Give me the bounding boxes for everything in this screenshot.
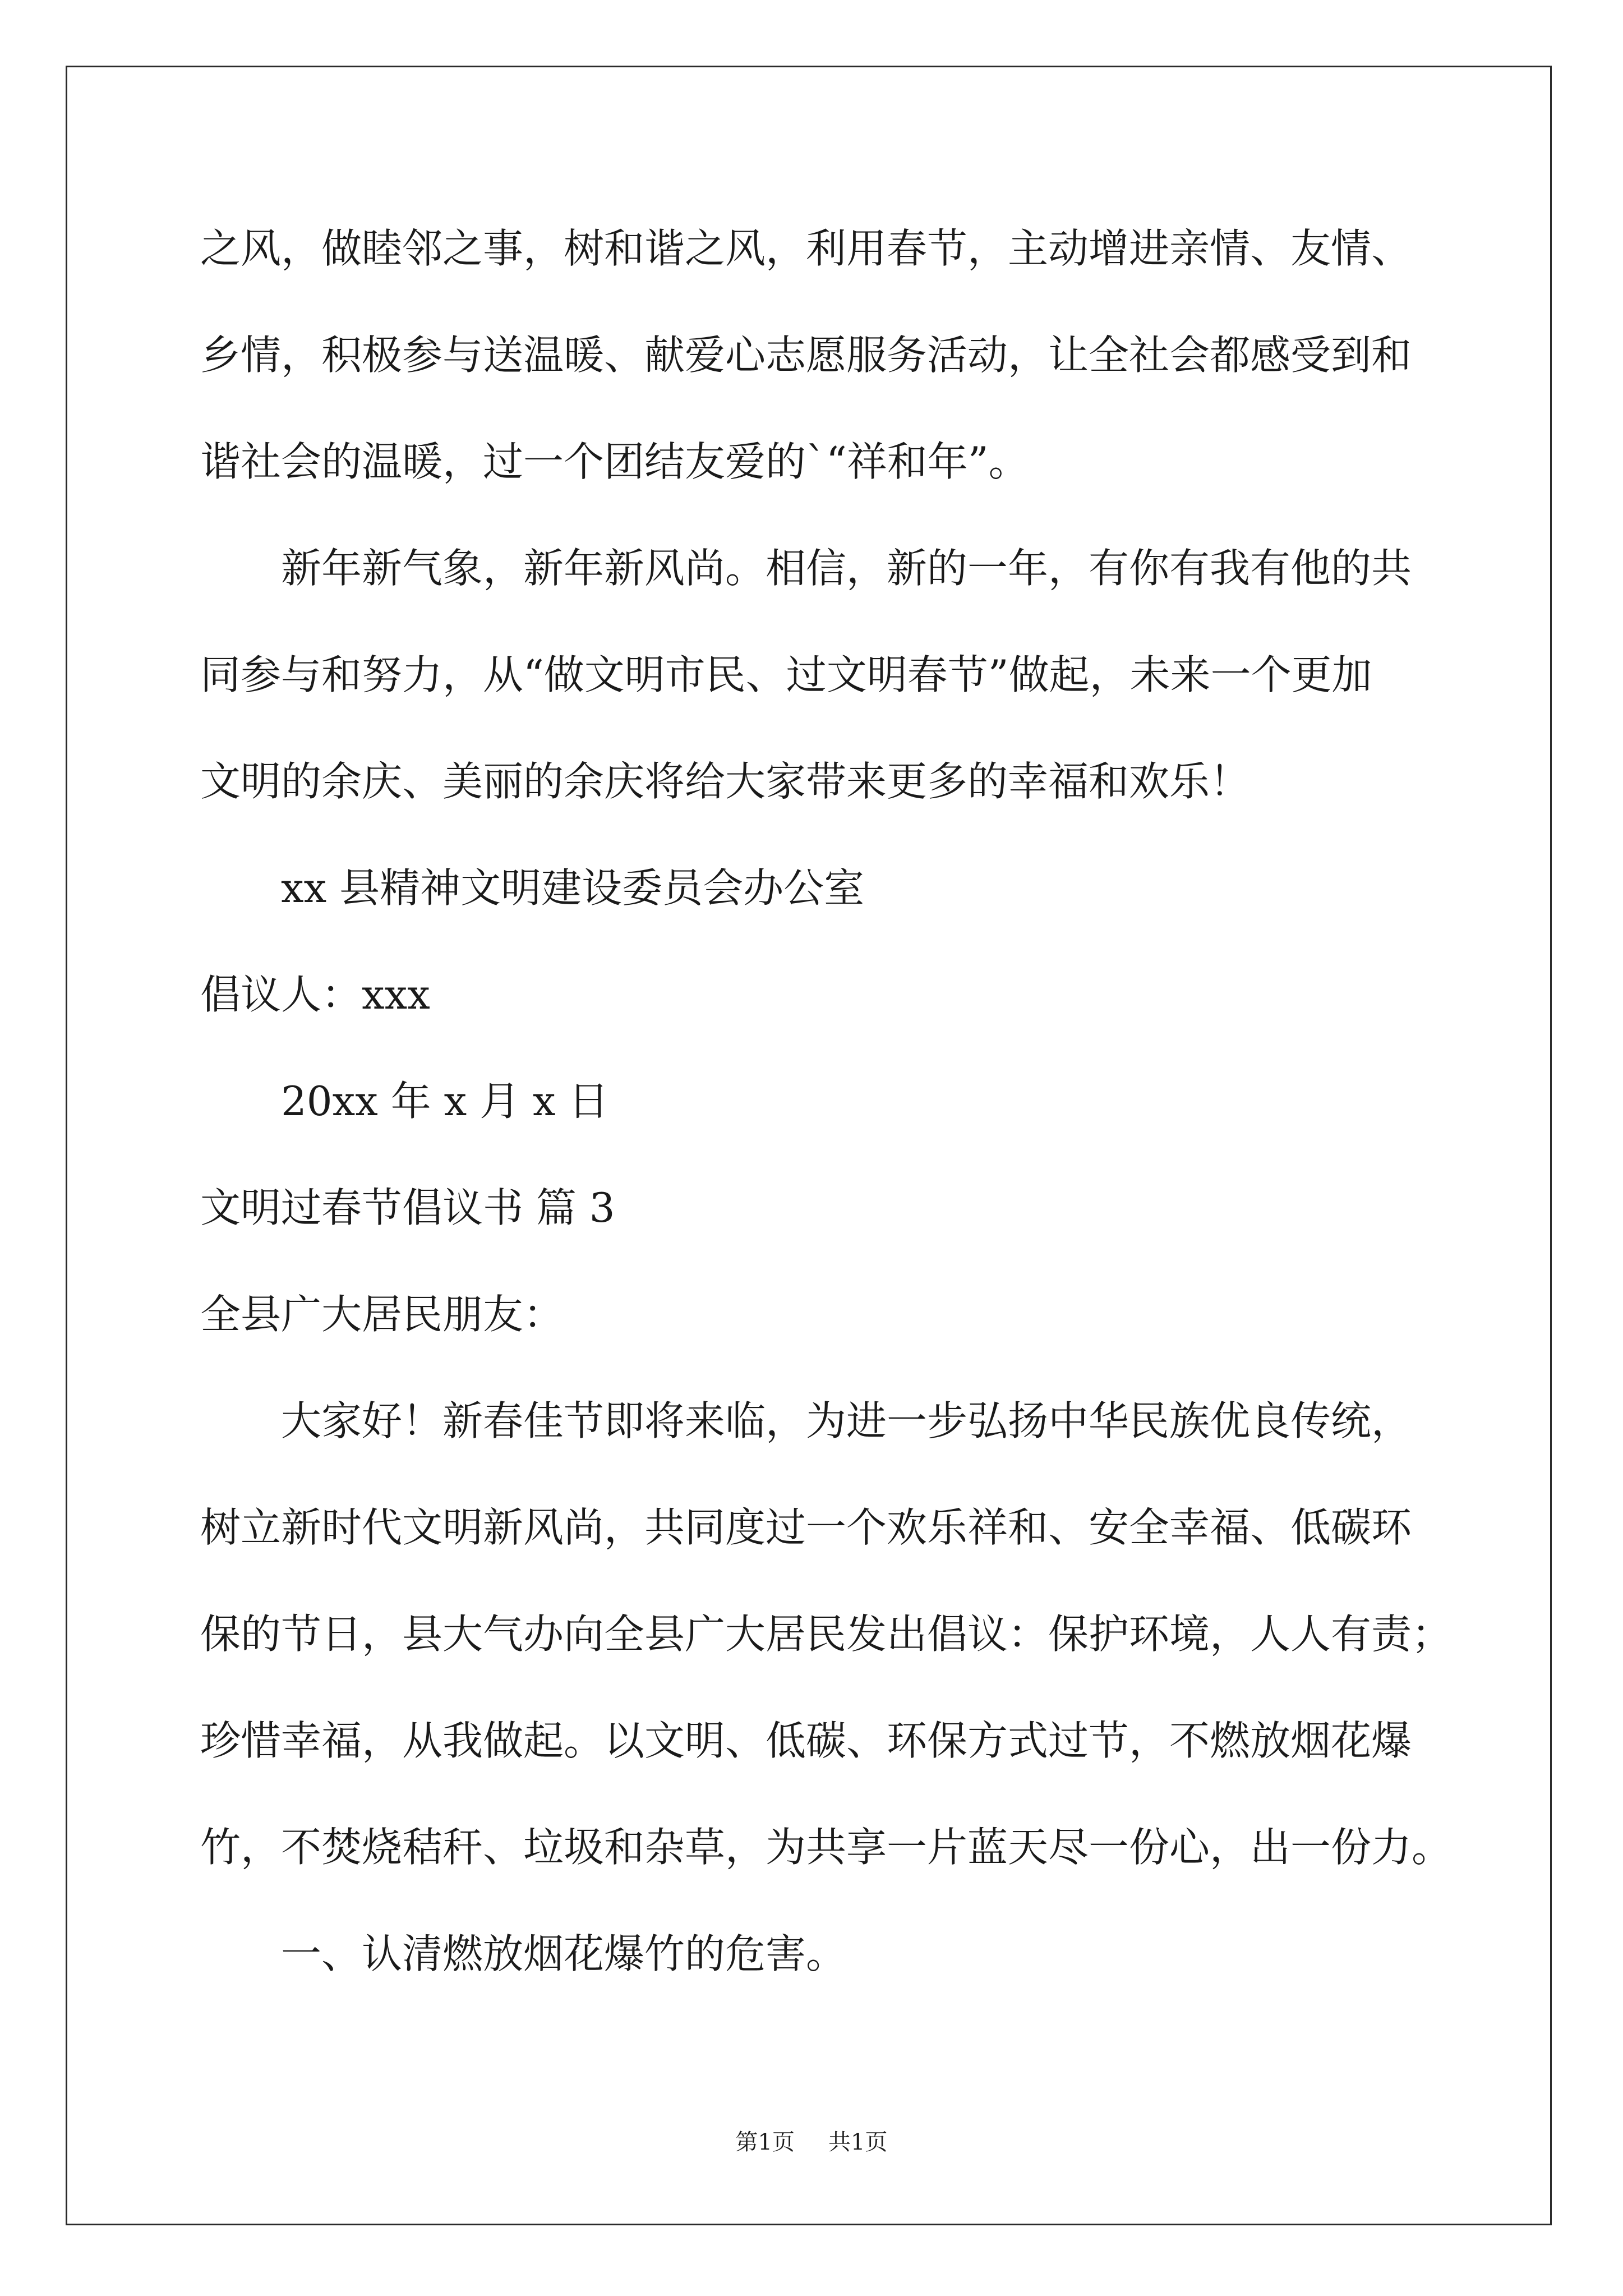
section-title: 文明过春节倡议书 篇 3 [200,1184,615,1231]
paragraph-line: 乡情，积极参与送温暖、献爱心志愿服务活动，让全社会都感受到和 [200,332,1412,379]
signature-proposer: 倡议人：xxx [200,971,430,1018]
paragraph-line: 新年新气象，新年新风尚。相信，新的一年，有你有我有他的共 [281,545,1412,592]
signature-date: 20xx 年 x 月 x 日 [281,1078,609,1125]
document-body [200,195,1507,2007]
paragraph-line: 谐社会的温暖，过一个团结友爱的`“祥和年”。 [200,438,1029,485]
paragraph-line: 竹，不焚烧秸秆、垃圾和杂草，为共享一片蓝天尽一份心，出一份力。 [200,1824,1453,1871]
page-number-current: 第1页 [735,2129,795,2155]
paragraph-line: 珍惜幸福，从我做起。以文明、低碳、环保方式过节，不燃放烟花爆 [200,1717,1412,1764]
list-heading: 一、认清燃放烟花爆竹的危害。 [281,1930,847,1977]
paragraph-line: 保的节日，县大气办向全县广大居民发出倡议：保护环境，人人有责； [200,1611,1453,1658]
page-number-total: 共1页 [828,2129,888,2155]
paragraph-line: 文明的余庆、美丽的余庆将给大家带来更多的幸福和欢乐！ [200,758,1251,805]
paragraph-line: 同参与和努力，从“做文明市民、过文明春节”做起，未来一个更加 [200,651,1372,698]
salutation: 全县广大居民朋友： [200,1291,564,1338]
signature-organization: xx 县精神文明建设委员会办公室 [281,864,865,912]
page-footer [0,2128,1623,2156]
paragraph-line: 树立新时代文明新风尚，共同度过一个欢乐祥和、安全幸福、低碳环 [200,1504,1412,1551]
paragraph-line: 大家好！新春佳节即将来临，为进一步弘扬中华民族优良传统， [281,1397,1412,1444]
paragraph-line: 之风，做睦邻之事，树和谐之风，利用春节，主动增进亲情、友情、 [200,225,1412,272]
